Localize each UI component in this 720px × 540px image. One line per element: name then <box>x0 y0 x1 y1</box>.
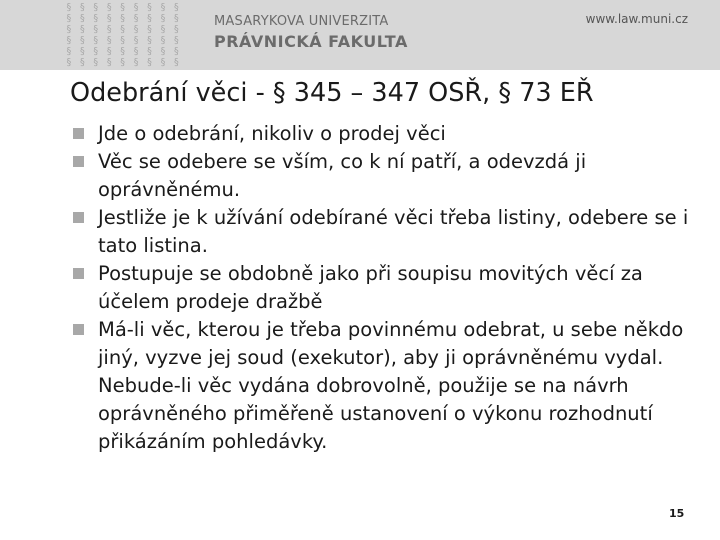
faculty-name: PRÁVNICKÁ FAKULTA <box>214 32 408 51</box>
bullet-item <box>72 260 712 316</box>
paragraph-pattern-logo: § § § § § § § § § § § § § § § § § § § § § § § § § § § § § § § § § § § § § § § § § § § § § § § § § § § § § § <box>66 2 181 68</box>
bullet-text: Postupuje se obdobně jako při soupisu movitých věcí za účelem prodeje dražbě <box>98 262 643 313</box>
square-bullet-icon <box>73 268 84 279</box>
bullet-list <box>72 120 712 456</box>
square-bullet-icon <box>73 324 84 335</box>
slide-title: Odebrání věci - § 345 – 347 OSŘ, § 73 EŘ <box>70 78 594 108</box>
square-bullet-icon <box>73 212 84 223</box>
university-name: MASARYKOVA UNIVERZITA <box>214 14 389 29</box>
square-bullet-icon <box>73 156 84 167</box>
page-number: 15 <box>669 507 685 520</box>
square-bullet-icon <box>73 128 84 139</box>
header-bar <box>0 0 720 70</box>
bullet-item <box>72 204 712 260</box>
bullet-text: Jde o odebrání, nikoliv o prodej věci <box>98 122 446 145</box>
bullet-item <box>72 120 712 148</box>
bullet-text: Věc se odebere se vším, co k ní patří, a odevzdá ji oprávněnému. <box>98 150 587 201</box>
website-url: www.law.muni.cz <box>585 12 688 26</box>
bullet-item <box>72 148 712 204</box>
bullet-text: Má-li věc, kterou je třeba povinnému odebrat, u sebe někdo jiný, vyzve jej soud (exekutor), aby ji oprávněnému vydal. Nebude-li věc vydána dobrovolně, použije se na návrh oprávněného přiměřeně ustanovení o výkonu rozhodnutí přikázáním pohledávky. <box>98 318 684 453</box>
bullet-item <box>72 316 712 456</box>
bullet-text: Jestliže je k užívání odebírané věci třeba listiny, odebere se i tato listina. <box>98 206 689 257</box>
